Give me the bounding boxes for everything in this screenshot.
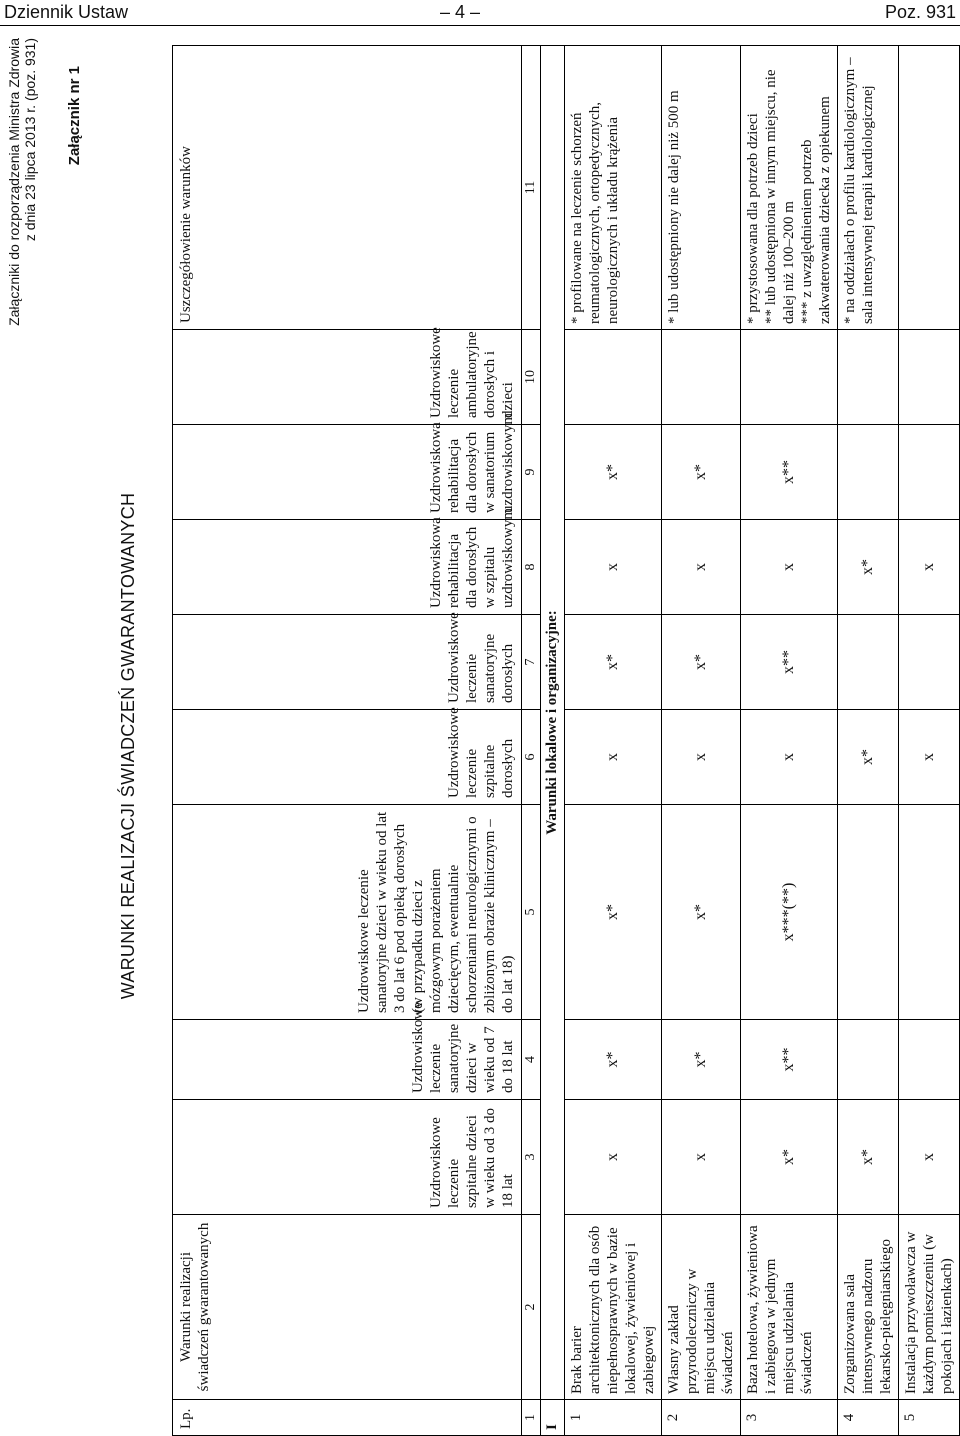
table-row: [565, 46, 662, 1436]
note-line: * na oddziałach o profilu kardiologicznym – sala intensywnej terapii kardiologicznej: [842, 57, 876, 324]
column-number: 2: [522, 1215, 541, 1400]
column-number: 7: [522, 615, 541, 710]
row-description: Własny zakład przyrodoleczniczy w miejscu udzielania świadczeń: [662, 1215, 741, 1400]
note-line: ** lub udostępniona w innym miejscu, nie dalej niż 100–200 m: [763, 69, 797, 324]
row-mark-c3: x*: [838, 1100, 899, 1215]
row-number: 2: [662, 1400, 741, 1436]
header-divider: [0, 25, 960, 26]
rotated-page: [0, 36, 960, 1436]
row-mark-c9: [838, 425, 899, 520]
column-number: 3: [522, 1100, 541, 1215]
header-col-7: Uzdrowiskowe leczenie sanatoryjne dorosłych: [173, 615, 522, 710]
header-lp: Lp.: [173, 1400, 522, 1436]
row-mark-c9: x*: [662, 425, 741, 520]
row-mark-c10: [662, 330, 741, 425]
row-mark-c5: [838, 805, 899, 1020]
header-col-8: Uzdrowiskowa rehabilitacja dla dorosłych w szpitalu uzdrowiskowym: [173, 520, 522, 615]
header-col-11: Uszczegółowienie warunków: [173, 46, 522, 330]
page-header: [0, 0, 960, 26]
table-body: [565, 46, 960, 1436]
row-mark-c4: [899, 1020, 960, 1100]
row-mark-c4: x*: [565, 1020, 662, 1100]
note-line: * lub udostępniony nie dalej niż 500 m: [666, 90, 682, 324]
column-number: 11: [522, 46, 541, 330]
row-notes: [565, 46, 662, 330]
row-mark-c9: x*: [565, 425, 662, 520]
annex-note: [6, 38, 38, 368]
row-description: Baza hotelowa, żywieniowa i zabiegowa w jednym miejscu udzielania świadczeń: [741, 1215, 838, 1400]
row-mark-c3: x: [899, 1100, 960, 1215]
column-number: 8: [522, 520, 541, 615]
section-title: Warunki lokalowe i organizacyjne:: [541, 46, 565, 1400]
row-mark-c4: [838, 1020, 899, 1100]
row-mark-c3: x: [565, 1100, 662, 1215]
row-mark-c3: x: [662, 1100, 741, 1215]
table-row: [899, 46, 960, 1436]
row-mark-c5: x***(**): [741, 805, 838, 1020]
row-mark-c5: x*: [565, 805, 662, 1020]
row-mark-c5: x*: [662, 805, 741, 1020]
row-mark-c10: [565, 330, 662, 425]
header-conditions: Warunki realizacji świadczeń gwarantowanych: [173, 1215, 522, 1400]
row-mark-c6: x: [899, 710, 960, 805]
column-number-row: [522, 46, 541, 1436]
row-mark-c9: [899, 425, 960, 520]
column-number: 4: [522, 1020, 541, 1100]
note-line: * przystosowana dla potrzeb dzieci: [745, 113, 761, 324]
row-mark-c10: [838, 330, 899, 425]
row-mark-c8: x: [899, 520, 960, 615]
column-number: 10: [522, 330, 541, 425]
row-mark-c9: x**: [741, 425, 838, 520]
row-mark-c4: x*: [662, 1020, 741, 1100]
page-number: – 4 –: [440, 2, 481, 22]
header-col-4: Uzdrowiskowe leczenie sanatoryjne dzieci w wieku od 7 do 18 lat: [173, 1020, 522, 1100]
row-mark-c8: x: [741, 520, 838, 615]
row-number: 5: [899, 1400, 960, 1436]
annex-title: Załącznik nr 1: [66, 66, 83, 166]
header-col-6: Uzdrowiskowe leczenie szpitalne dorosłych: [173, 710, 522, 805]
row-number: 3: [741, 1400, 838, 1436]
row-description: Zorganizowana sala intensywnego nadzoru lekarsko-pielęgniarskiego: [838, 1215, 899, 1400]
annex-line-2: z dnia 23 lipca 2013 r. (poz. 931): [22, 38, 38, 242]
header-col-9: Uzdrowiskowa rehabilitacja dla dorosłych w sanatorium uzdrowiskowym: [173, 425, 522, 520]
table-row: [662, 46, 741, 1436]
row-mark-c4: x**: [741, 1020, 838, 1100]
row-mark-c7: x**: [741, 615, 838, 710]
table-row: [838, 46, 899, 1436]
header-col-3: Uzdrowiskowe leczenie szpitalne dzieci w wieku od 3 do 18 lat: [173, 1100, 522, 1215]
row-mark-c7: x*: [662, 615, 741, 710]
row-mark-c10: [741, 330, 838, 425]
row-number: 1: [565, 1400, 662, 1436]
row-description: Instalacja przywoławcza w każdym pomieszczeniu (w pokojach i łazienkach): [899, 1215, 960, 1400]
row-notes: [899, 46, 960, 330]
row-mark-c10: [899, 330, 960, 425]
annex-line-1: Załączniki do rozporządzenia Ministra Zdrowia: [6, 38, 22, 326]
row-mark-c7: x*: [565, 615, 662, 710]
section-row: [541, 46, 565, 1436]
column-number: 6: [522, 710, 541, 805]
column-number: 1: [522, 1400, 541, 1436]
table-row: [741, 46, 838, 1436]
row-notes: [662, 46, 741, 330]
row-mark-c6: x: [565, 710, 662, 805]
row-mark-c7: [838, 615, 899, 710]
note-line: * profilowane na leczenie schorzeń reumatologicznych, ortopedycznych, neurologicznych i układu krążenia: [569, 102, 621, 324]
column-number: 5: [522, 805, 541, 1020]
header-col-5: Uzdrowiskowe leczenie sanatoryjne dzieci w wieku od lat 3 do lat 6 pod opieką dorosłych (w przypadku dzieci z mózgowym porażeniem dziecięcym, ewentualnie schorzeniami neurologicznymi o zbliżonym obrazie klinicznym – do lat 18): [173, 805, 522, 1020]
journal-name: Dziennik Ustaw: [4, 2, 129, 22]
section-number: I: [541, 1400, 565, 1436]
row-mark-c6: x: [662, 710, 741, 805]
row-notes: [838, 46, 899, 330]
header-col-10: Uzdrowiskowe leczenie ambulatoryjne dorosłych i dzieci: [173, 330, 522, 425]
document-title: WARUNKI REALIZACJI ŚWIADCZEŃ GWARANTOWANYCH: [118, 492, 138, 1000]
row-notes: [741, 46, 838, 330]
row-mark-c3: x*: [741, 1100, 838, 1215]
row-mark-c6: x*: [838, 710, 899, 805]
row-mark-c8: x*: [838, 520, 899, 615]
row-mark-c5: [899, 805, 960, 1020]
note-line: *** z uwzględnieniem potrzeb zakwaterowania dziecka z opiekunem: [799, 96, 833, 324]
header-row: [173, 46, 522, 1436]
column-number: 9: [522, 425, 541, 520]
row-mark-c8: x: [662, 520, 741, 615]
conditions-table: [172, 45, 960, 1436]
row-mark-c8: x: [565, 520, 662, 615]
row-mark-c7: [899, 615, 960, 710]
row-mark-c6: x: [741, 710, 838, 805]
row-number: 4: [838, 1400, 899, 1436]
row-description: Brak barier architektonicznych dla osób niepełnosprawnych w bazie lokalowej, żywieniowej i zabiegowej: [565, 1215, 662, 1400]
position-number: Poz. 931: [884, 2, 956, 22]
